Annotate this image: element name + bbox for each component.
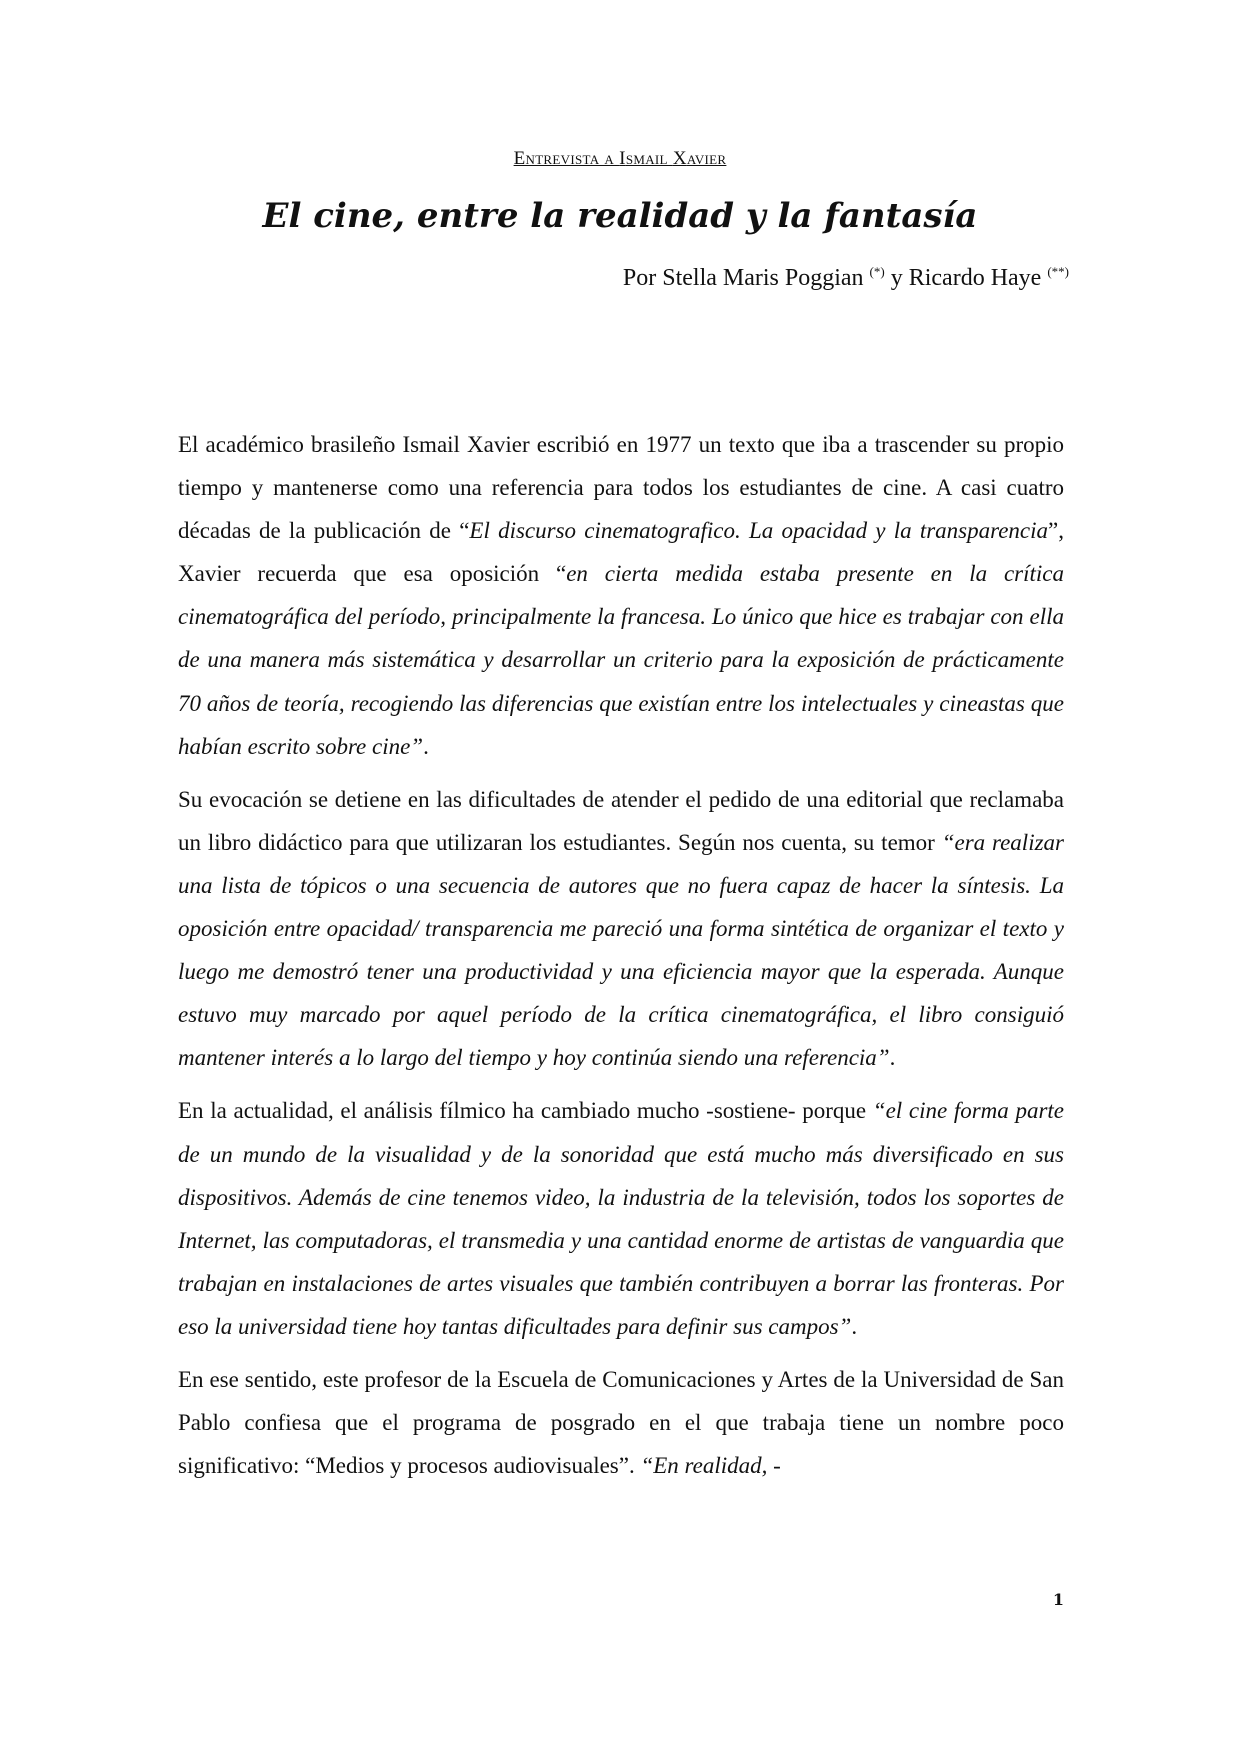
article-title: El cine, entre la realidad y la fantasía [262,196,978,236]
article-kicker: Entrevista a Ismail Xavier [513,148,727,169]
paragraph-2: Su evocación se detiene en las dificultades de atender el pedido de una editorial que reclamaba un libro didáctico para que utilizaran los estudiantes. Según nos cuenta, su temor “era realizar una lista de tópicos o una secuencia de autores que no fuera capaz de hacer la síntesis. La oposición entre opacidad/ transparencia me pareció una forma sintética de organizar el texto y luego me demostró tener una productividad y una eficiencia mayor que la esperada. Aunque estuvo muy marcado por aquel período de la crítica cinematográfica, el libro consiguió mantener interés a lo largo del tiempo y hoy continúa siendo una referencia”. [178,786,1064,1071]
byline-author-1: Por Stella Maris Poggian [622,265,870,291]
paragraph-3: En la actualidad, el análisis fílmico ha cambiado mucho -sostiene- porque “el cine forma parte de un mundo de la visualidad y de la sonoridad que está mucho más diversificado en sus dispositivos. Además de cine tenemos video, la industria de la televisión, todos los soportes de Internet, las computadoras, el transmedia y una cantidad enorme de artistas de vanguardia que trabajan en instalaciones de artes visuales que también contribuyen a borrar las fronteras. Por eso la universidad tiene hoy tantas dificultades para definir sus campos”. [178,1098,1065,1339]
paragraph-1: El académico brasileño Ismail Xavier escribió en 1977 un texto que iba a trascender su propio tiempo y mantenerse como una referencia para todos los estudiantes de cine. A casi cuatro décadas de la publicación de “El discurso cinematografico. La opacidad y la transparencia”, Xavier recuerda que esa oposición “en cierta medida estaba presente en la crítica cinematográfica del período, principalmente la francesa. Lo único que hice es trabajar con ella de una manera más sistemática y desarrollar un criterio para la exposición de prácticamente 70 años de teoría, recogiendo las diferencias que existían entre los intelectuales y cineastas que habían escrito sobre cine”. [178,432,1064,759]
paragraph-4: En ese sentido, este profesor de la Escuela de Comunicaciones y Artes de la Universidad de San Pablo confiesa que el programa de posgrado en el que trabaja tiene un nombre poco significativo: “Medios y procesos audiovisuales”. “En realidad, - [178,1366,1064,1479]
article-body [178,423,1064,1497]
page-number: 1 [1052,1590,1064,1609]
footnote-marker-1: (*) [869,264,885,279]
byline-author-2: y Ricardo Haye [884,265,1048,291]
article-byline [623,264,1069,292]
footnote-marker-2: (**) [1047,264,1069,279]
